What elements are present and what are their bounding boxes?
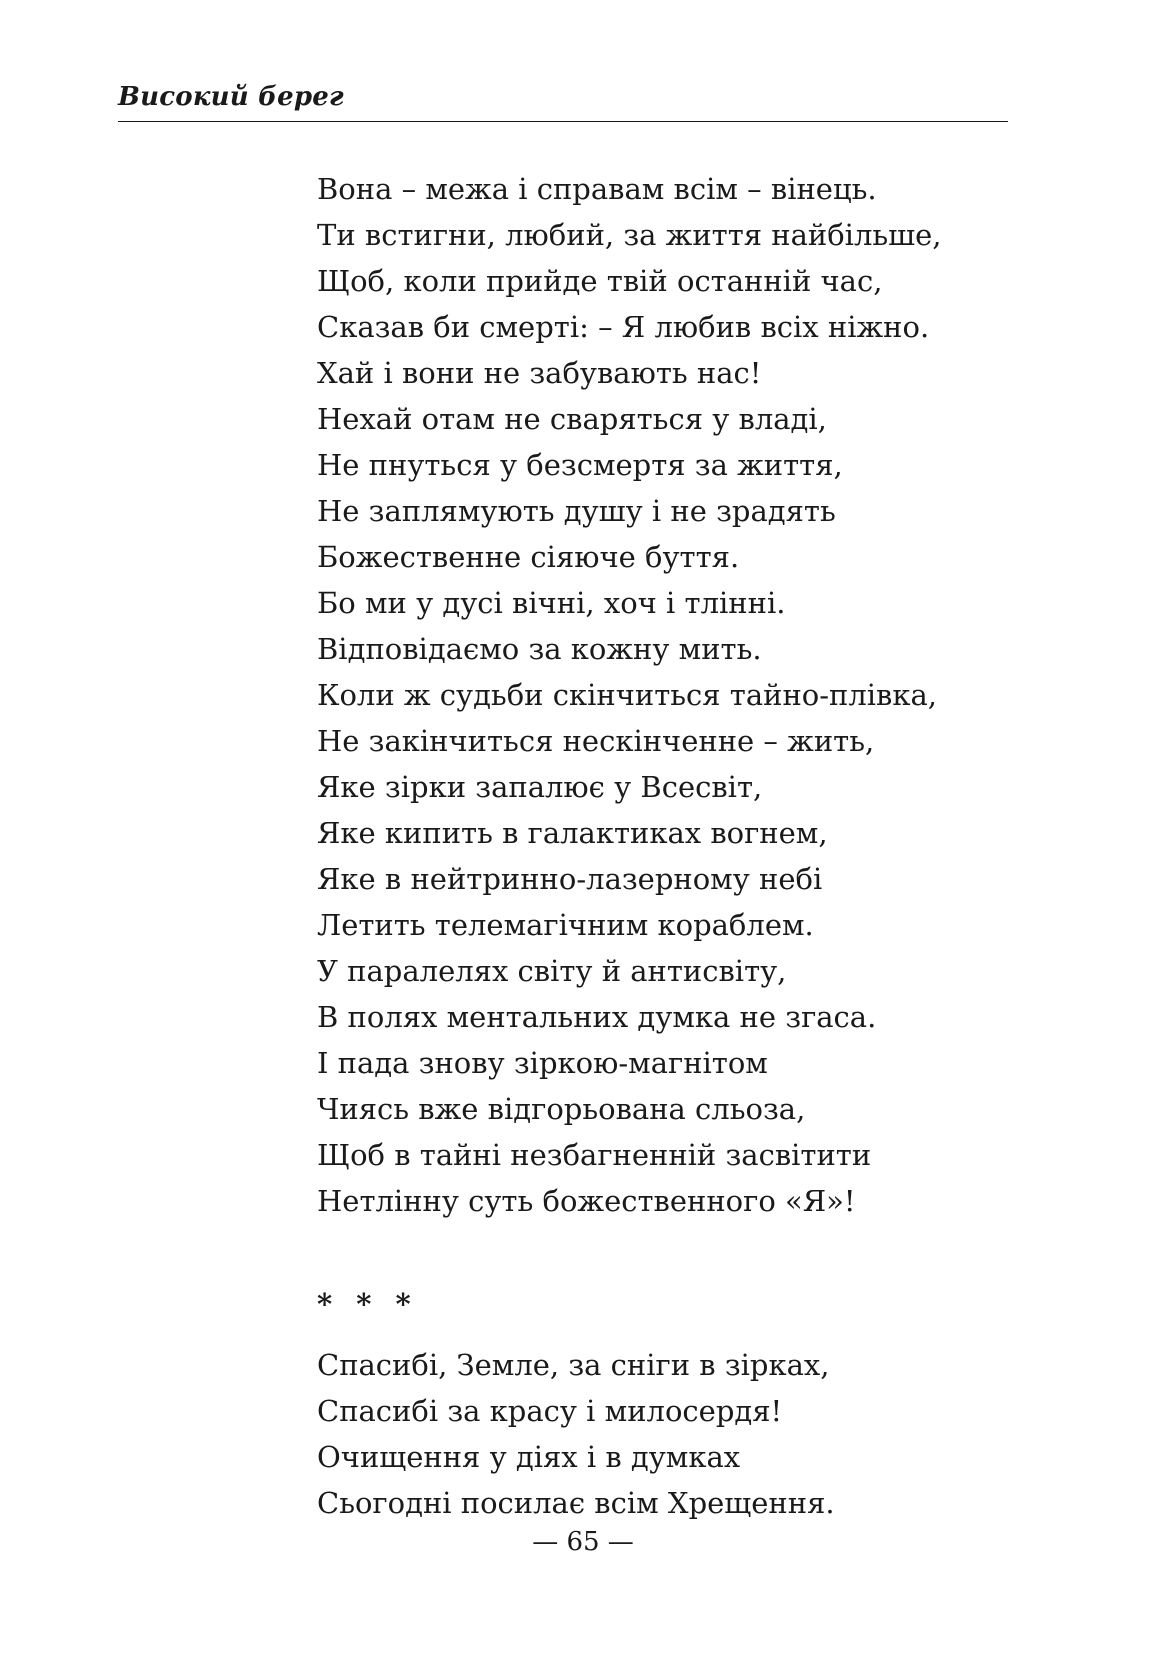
header-rule xyxy=(118,121,1008,122)
separator-gap xyxy=(317,1326,1037,1342)
poem-line: Хай і вони не забувають нас! xyxy=(317,356,762,390)
poem-line: Сьогодні посилає всім Хрещення. xyxy=(317,1486,835,1520)
poem-line: Очищення у діях і в думках xyxy=(317,1440,741,1474)
page-number: — 65 — xyxy=(532,1527,634,1557)
poem-line: Вона – межа і справам всім – вінець. xyxy=(317,172,877,206)
poem-line: Не закінчиться нескінченне – жить, xyxy=(317,724,875,758)
poem-line: Нехай отам не сваряться у владі, xyxy=(317,402,827,436)
poem-line: Летить телемагічним кораблем. xyxy=(317,908,814,942)
section-separator: * * * xyxy=(317,1287,418,1321)
stanza-gap xyxy=(317,1224,1037,1282)
poem-line: В полях ментальних думка не згаса. xyxy=(317,1000,877,1034)
poem-line: Ти встигни, любий, за життя найбільше, xyxy=(317,218,942,252)
poem-line: Яке зірки запалює у Всесвіт, xyxy=(317,770,763,804)
poem-line: Коли ж судьби скінчиться тайно-плівка, xyxy=(317,678,938,712)
poem-part2 xyxy=(317,1342,1037,1526)
poem-line: Відповідаємо за кожну мить. xyxy=(317,632,762,666)
poem-line: Спасибі, Земле, за сніги в зірках, xyxy=(317,1348,830,1382)
poem-line: Яке в нейтринно-лазерному небі xyxy=(317,862,823,896)
poem-line: Щоб, коли прийде твій останній час, xyxy=(317,264,883,298)
poem-line: Чиясь вже відгорьована сльоза, xyxy=(317,1092,806,1126)
poem-line: Сказав би смерті: – Я любив всіх ніжно. xyxy=(317,310,930,344)
poem-line: Щоб в тайні незбагненній засвітити xyxy=(317,1138,872,1172)
poem-line: Нетлінну суть божественного «Я»! xyxy=(317,1184,856,1218)
poem-line: І пада знову зіркою-магнітом xyxy=(317,1046,768,1080)
poem-line: Яке кипить в галактиках вогнем, xyxy=(317,816,828,850)
running-header-title: Високий берег xyxy=(118,82,344,112)
poem-body xyxy=(317,166,1037,1526)
poem-line: Божественне сіяюче буття. xyxy=(317,540,740,574)
poem-line: Не пнуться у безсмертя за життя, xyxy=(317,448,843,482)
poem-line: У паралелях світу й антисвіту, xyxy=(317,954,787,988)
poem-line: Спасибі за красу і милосердя! xyxy=(317,1394,783,1428)
poem-line: Не заплямують душу і не зрадять xyxy=(317,494,836,528)
poem-line: Бо ми у дусі вічні, хоч і тлінні. xyxy=(317,586,786,620)
poem-part1 xyxy=(317,166,1037,1224)
